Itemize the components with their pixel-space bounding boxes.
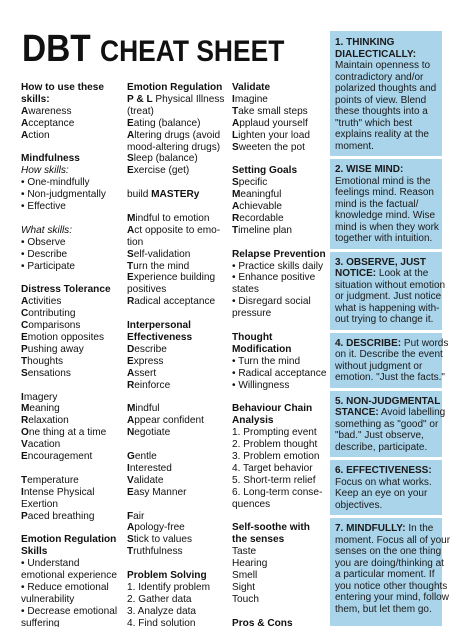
list-item: Interested	[127, 462, 172, 474]
title-main: DBT	[22, 28, 101, 70]
section-heading: DIALECTICALLY:	[335, 48, 417, 60]
spacer	[127, 439, 234, 451]
list-item: NOTICE: Look at the	[335, 268, 429, 279]
list-item: Mindful to emotion	[127, 212, 210, 224]
list-item: build MASTERy	[127, 189, 200, 201]
list-item: • Practice skills daily	[232, 260, 324, 272]
list-item: Eating (balance)	[127, 117, 201, 129]
section-heading: the senses	[232, 534, 285, 546]
spacer	[127, 308, 234, 320]
list-item: • Participate	[21, 260, 76, 272]
list-item: Emotional mind is the	[335, 175, 431, 187]
list-item: Radical acceptance	[127, 296, 216, 308]
list-item: Activities	[21, 296, 62, 308]
spacer	[21, 380, 124, 392]
list-item: Touch	[232, 593, 259, 605]
section-heading: Validate	[232, 82, 271, 93]
list-item: them, but let them go.	[335, 603, 432, 615]
list-item: positives	[127, 284, 167, 296]
list-item: Hearing	[232, 558, 268, 570]
spacer	[21, 213, 124, 225]
list-item: 2. Problem thought	[232, 439, 318, 451]
list-item: Exercise (get)	[127, 165, 190, 177]
list-item: Stick to values	[127, 534, 193, 546]
column-left	[21, 82, 124, 627]
list-item: Lighten your load	[232, 129, 311, 141]
list-item: (treat)	[127, 105, 154, 117]
list-item: Emotion opposites	[21, 331, 105, 343]
section-heading: Problem Solving	[127, 570, 207, 582]
list-item: 5. Short-term relief	[232, 474, 316, 486]
section-heading: Self-soothe with	[232, 522, 310, 534]
list-item: Comparisons	[21, 320, 81, 332]
section-heading: Thought	[232, 331, 273, 343]
list-item: 6. Long-term conse-	[232, 486, 323, 498]
section-heading: 1. THINKING	[335, 37, 395, 48]
list-item: Sensations	[21, 367, 71, 379]
spacer	[21, 522, 124, 534]
list-item: mind is the factual/	[335, 198, 419, 210]
spacer	[127, 392, 234, 404]
list-item: 2. Gather data	[127, 593, 192, 605]
list-item: • Willingness	[232, 379, 290, 391]
section-heading: Setting Goals	[232, 165, 298, 177]
list-item: Easy Manner	[127, 486, 187, 498]
list-item: Specific	[232, 177, 268, 189]
section-heading: Distress Tolerance	[21, 284, 111, 296]
list-item: something as "good" or	[335, 418, 439, 430]
list-item: Negotiate	[127, 427, 171, 439]
list-item: what is happening with-	[335, 302, 440, 314]
principle-section	[330, 337, 449, 391]
list-item: Express	[127, 355, 164, 367]
spacer	[21, 463, 124, 475]
list-item: mood-altering drugs)	[127, 141, 221, 153]
section-heading: 3. OBSERVE, JUST	[335, 256, 426, 268]
list-item: Intense Physical	[21, 486, 95, 498]
list-item: • Disregard social	[232, 296, 311, 308]
list-item: Imagery	[21, 391, 58, 403]
list-item: Fair	[127, 510, 145, 522]
list-item: describe, participate.	[335, 441, 428, 453]
spacer	[127, 499, 234, 511]
list-item: 4. Target behavior	[232, 462, 313, 474]
title-small: CHEAT SHEET	[100, 35, 285, 68]
list-item: tion	[127, 236, 144, 248]
list-item: • Observe	[21, 236, 66, 248]
section-heading: 6. EFFECTIVENESS:	[335, 465, 432, 476]
list-item: you notice other thoughts	[335, 580, 448, 592]
list-item: senses on the one thing	[335, 546, 442, 557]
section-heading: Emotion Regulation	[21, 534, 117, 546]
principle-section	[330, 395, 446, 461]
list-item: Relaxation	[21, 415, 69, 427]
page-title	[22, 30, 286, 71]
principle-section	[330, 37, 442, 159]
list-item: P & L Physical Illness	[127, 93, 225, 105]
list-item: Appear confident	[127, 415, 204, 427]
list-item: Describe	[127, 343, 167, 355]
spacer	[232, 606, 324, 618]
list-item: without judgment or	[335, 360, 423, 372]
spacer	[127, 558, 234, 570]
list-item: situation without emotion	[335, 279, 446, 291]
list-item: 1. Prompting event	[232, 427, 317, 439]
spacer	[21, 142, 124, 154]
list-item: moment.	[335, 140, 374, 152]
list-item: 4. DESCRIBE: Put words	[335, 337, 449, 349]
list-item: • Non-judgmentally	[21, 189, 106, 201]
list-item: a particular moment. If	[335, 569, 435, 580]
principle-section	[330, 256, 446, 333]
list-item: Turn the mind	[127, 260, 190, 272]
list-item: • Describe	[21, 248, 68, 260]
list-item: Paced breathing	[21, 510, 95, 522]
list-item: Sleep (balance)	[127, 153, 198, 165]
principle-section	[330, 523, 451, 619]
list-item: Imagine	[232, 93, 268, 105]
list-item: Self-validation	[127, 248, 191, 260]
list-item: pressure	[232, 308, 272, 320]
list-item: or judgment. Just notice	[335, 291, 442, 302]
list-item: Take small steps	[232, 105, 308, 117]
list-item: Maintain openness to	[335, 60, 431, 71]
list-item: Sight	[232, 581, 256, 593]
section-heading: Modification	[232, 343, 292, 355]
list-item: feelings mind. Reason	[335, 187, 434, 198]
list-item: you are doing/thinking at	[335, 557, 444, 569]
section-heading: Mindfulness	[21, 153, 80, 165]
list-item: Temperature	[21, 474, 79, 486]
section-heading: How to use these	[21, 82, 105, 93]
list-item: Gentle	[127, 451, 157, 463]
list-item: Action	[21, 129, 50, 141]
list-item: "truth" which best	[335, 117, 413, 129]
spacer	[21, 272, 124, 284]
subheading: What skills:	[21, 224, 73, 236]
list-item: • Enhance positive	[232, 272, 316, 284]
section-heading: Relapse Prevention	[232, 248, 326, 260]
list-item: entering your mind, follow	[335, 592, 449, 603]
list-item: Acceptance	[21, 117, 75, 129]
list-item: Vacation	[21, 439, 61, 451]
list-item: points of view. Blend	[335, 94, 427, 106]
list-item: • Turn the mind	[232, 355, 301, 367]
spacer	[232, 392, 324, 404]
list-item: • Reduce emotional	[21, 581, 109, 593]
section-heading: Effectiveness	[127, 331, 193, 343]
list-item: "bad." Just observe,	[335, 430, 424, 441]
list-item: Contributing	[21, 308, 76, 320]
spacer	[127, 177, 234, 189]
list-item: explains reality at the	[335, 129, 429, 140]
column-middle	[127, 82, 234, 627]
list-item: Apology-free	[127, 522, 185, 534]
section-heading: Emotion Regulation	[127, 82, 223, 93]
list-item: Mindful	[127, 403, 160, 415]
list-item: Achievable	[232, 201, 282, 213]
list-item: Experience building	[127, 272, 216, 284]
section-heading: Analysis	[232, 415, 274, 427]
list-item: states	[232, 284, 259, 296]
list-item: knowledge mind. Wise	[335, 210, 436, 221]
list-item: STANCE: Avoid labelling	[335, 407, 446, 418]
list-item: Thoughts	[21, 355, 64, 367]
list-item: objectives.	[335, 499, 383, 511]
list-item: Assert	[127, 367, 157, 379]
subheading: How skills:	[21, 165, 69, 177]
list-item: 1. Identify problem	[127, 581, 211, 593]
list-item: quences	[232, 498, 271, 510]
principle-section	[330, 164, 442, 252]
list-item: 3. Problem emotion	[232, 451, 320, 463]
list-item: 3. Analyze data	[127, 605, 197, 617]
list-item: Pushing away	[21, 343, 84, 355]
list-item: • Decrease emotional	[21, 605, 118, 617]
spacer	[232, 153, 324, 165]
section-heading: 2. WISE MIND:	[335, 164, 404, 175]
list-item: 7. MINDFULLY: In the	[335, 523, 434, 534]
spacer	[232, 320, 324, 332]
list-item: Altering drugs (avoid	[127, 129, 221, 141]
list-item: Focus on what works.	[335, 476, 432, 488]
list-item: vulnerability	[21, 593, 75, 605]
list-item: Act opposite to emo-	[127, 224, 221, 236]
section-heading: skills:	[21, 93, 50, 105]
list-item: Smell	[232, 570, 258, 582]
list-item: moment. Focus all of your	[335, 534, 451, 546]
list-item: Truthfulness	[127, 546, 183, 558]
list-item: together with intuition.	[335, 233, 433, 244]
list-item: Exertion	[21, 498, 59, 510]
section-heading: Behaviour Chain	[232, 403, 313, 415]
list-item: on it. Describe the event	[335, 349, 443, 360]
list-item: Reinforce	[127, 379, 171, 391]
list-item: Recordable	[232, 212, 284, 224]
list-item: Timeline plan	[232, 224, 293, 236]
spacer	[127, 201, 234, 213]
list-item: emotion. "Just the facts."	[335, 372, 445, 383]
list-item: • Understand	[21, 558, 80, 570]
list-item: Taste	[232, 546, 257, 558]
list-item: these thoughts into a	[335, 106, 428, 117]
list-item: Meaningful	[232, 189, 282, 201]
spacer	[232, 511, 324, 523]
principles-sidebar	[330, 31, 451, 626]
spacer	[232, 237, 324, 249]
column-right	[232, 82, 327, 627]
list-item: • One-mindfully	[21, 177, 90, 189]
principle-section	[330, 465, 442, 518]
section-heading: 5. NON-JUDGMENTAL	[335, 395, 441, 407]
list-item: Encouragement	[21, 451, 93, 463]
section-heading: Interpersonal	[127, 320, 191, 332]
list-item: Awareness	[21, 105, 72, 117]
list-item: One thing at a time	[21, 427, 107, 439]
list-item: Keep an eye on your	[335, 488, 428, 499]
section-heading: Skills	[21, 546, 48, 558]
list-item: polarized thoughts and	[335, 83, 437, 94]
list-item: Meaning	[21, 403, 60, 415]
list-item: • Effective	[21, 201, 66, 213]
list-item: Validate	[127, 474, 164, 486]
section-heading: Pros & Cons	[232, 617, 293, 627]
list-item: suffering	[21, 617, 60, 627]
list-item: out trying to change it.	[335, 314, 434, 325]
list-item: Sweeten the pot	[232, 141, 305, 153]
list-item: emotional experience	[21, 570, 117, 582]
list-item: 4. Find solution	[127, 617, 196, 627]
list-item: • Radical acceptance	[232, 367, 327, 379]
list-item: mind is when they work	[335, 221, 439, 233]
list-item: Applaud yourself	[232, 117, 308, 129]
list-item: contradictory and/or	[335, 71, 424, 83]
